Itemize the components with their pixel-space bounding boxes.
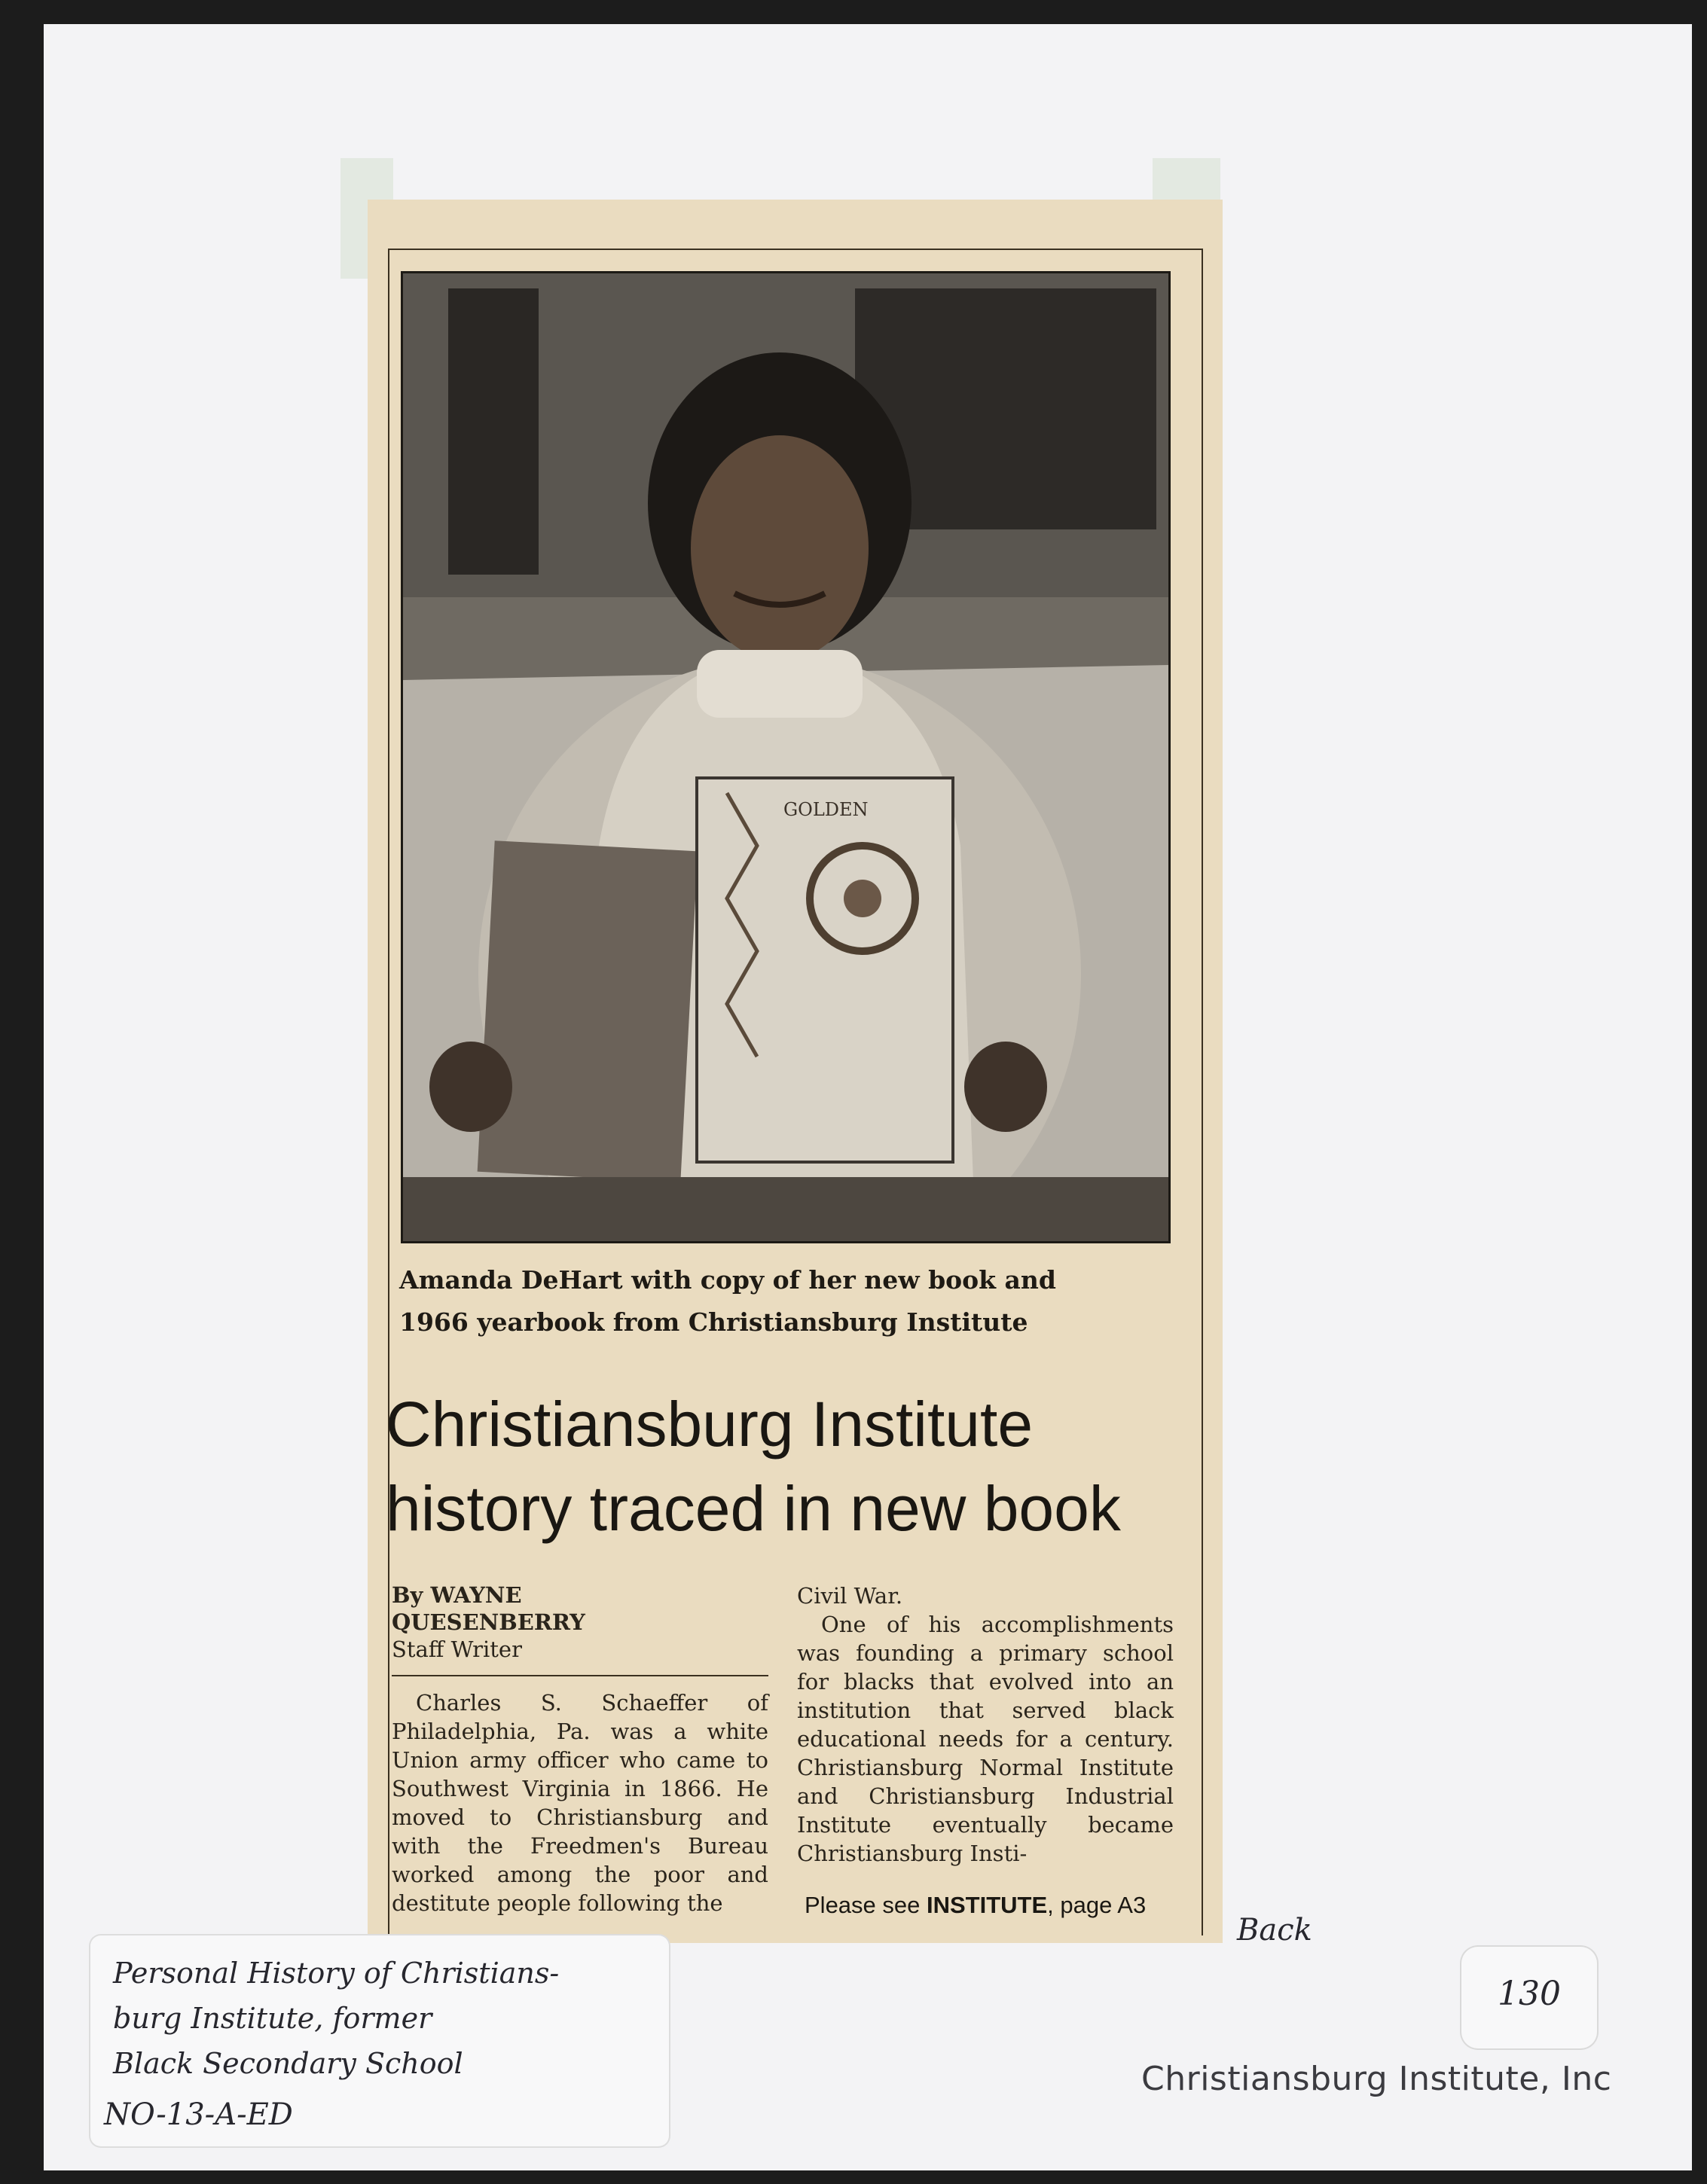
byline-line-2: QUESENBERRY	[392, 1609, 585, 1635]
note-line-3: Black Secondary School	[113, 2047, 463, 2080]
watermark-text: Christiansburg Institute, Inc	[1141, 2060, 1612, 2098]
byline-divider	[392, 1675, 768, 1676]
headline-line-2: history traced in new book	[386, 1473, 1121, 1544]
byline-role: Staff Writer	[392, 1636, 522, 1662]
catalog-code: NO-13-A-ED	[104, 2097, 293, 2132]
article-headline	[386, 1382, 1214, 1551]
caption-line-2: 1966 yearbook from Christiansburg Institute	[399, 1307, 1028, 1337]
note-line-1: Personal History of Christians-	[113, 1957, 560, 1990]
photo-caption	[399, 1259, 1183, 1344]
photo-illustration	[403, 273, 1168, 1241]
byline-line-1: By WAYNE	[392, 1582, 522, 1608]
continuation-line	[805, 1892, 1196, 1919]
article-col2-first-line: Civil War.	[797, 1583, 903, 1609]
note-line-2: burg Institute, former	[113, 2002, 432, 2035]
news-photo	[401, 271, 1171, 1243]
yearbook-title-text: GOLDEN	[783, 799, 869, 820]
continuation-prefix: Please see	[805, 1892, 927, 1918]
article-body-col2: One of his accomplishments was founding a primary school for blacks that evolved into an institution that served black educational needs for a century. Christiansburg Normal Institute and Christiansburg Industrial Institute eventually became Christiansburg Insti-	[797, 1612, 1174, 1866]
article-column-left	[392, 1582, 768, 1917]
headline-line-1: Christiansburg Institute	[386, 1389, 1034, 1460]
continuation-suffix: , page A3	[1047, 1892, 1147, 1918]
article-body-col1: Charles S. Schaeffer of Philadelphia, Pa. was a white Union army officer who came to Southwest Virginia in 1866. He moved to Christiansburg and with the Freedmen's Bureau worked among the poor and destitute people following the	[392, 1690, 768, 1916]
continuation-keyword: INSTITUTE	[927, 1892, 1048, 1918]
handwritten-back-note: Back	[1237, 1913, 1312, 1948]
item-number: 130	[1498, 1975, 1561, 2013]
handwritten-note	[113, 1951, 655, 2086]
handwritten-note-card	[90, 1935, 669, 2146]
caption-line-1: Amanda DeHart with copy of her new book and	[399, 1265, 1056, 1295]
article-column-right	[797, 1582, 1174, 1868]
